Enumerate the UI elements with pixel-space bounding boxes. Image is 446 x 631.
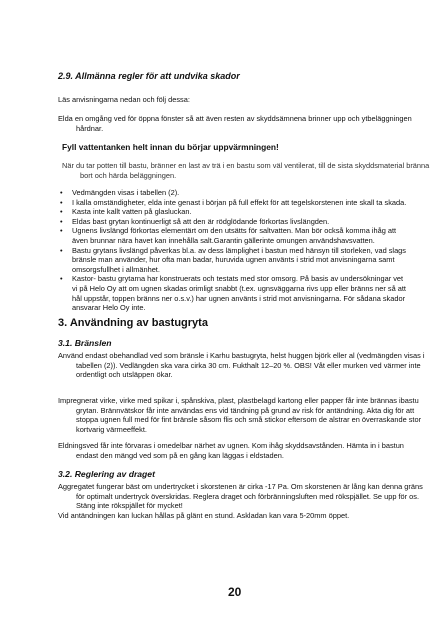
rule-item: • Eldas bast grytan kontinuerligt så att den är rödglödande förkortas livslängden. bbox=[58, 217, 410, 227]
rule-item: • Ugnens livslängd förkortas elementärt om den utsätts för saltvatten. Man bör också komma ihåg att även brunnar nära havet kan innehålla salt.Garantin gällerinte omungen användshavsvatten. bbox=[58, 226, 410, 245]
rule-item: • Kastor- bastu grytarna har konstruerats och testats med stor omsorg. På basis av undersökningar vet vi på Helo Oy att om ugnen skadas orimligt snabbt (t.ex. ugnsväggarna rivs upp eller bränns ner så att hål uppstår, toppen bränns ner o.s.v.) har ugnen använts i strid mot anvisningarna. För sådana skador ansvarar Helo Oy inte. bbox=[58, 274, 410, 312]
section-3-1-heading: 3.1. Bränslen bbox=[58, 338, 112, 348]
rule-item: • Bastu grytans livslängd påverkas bl.a. av dess lämplighet i bastun med hänsyn till storleken, vad slags bränsle man använder, hur ofta man badar, huruvida ugnen använts i strid mot anvisningarna samt omsorgsfullhet i allmänhet. bbox=[58, 246, 410, 275]
rules-list bbox=[58, 188, 410, 313]
section-2-9-heading: 2.9. Allmänna regler för att undvika skador bbox=[58, 71, 240, 81]
warning-heading: Fyll vattentanken helt innan du börjar uppvärmningen! bbox=[62, 142, 279, 152]
fuel-paragraph-2: Impregnerat virke, virke med spikar i, spånskiva, plast, plastbelagd kartong eller papper får inte brännas ibastu grytan. Brännvätskor får inte användas ens vid tändning på grund av risk för antändning. Akta dig för att stoppa ugnen full med för fint bränsle såsom flis och små stickor eftersom de alstrar en överraskande stor kortvarig värmeeffekt. bbox=[58, 396, 422, 434]
page-number: 20 bbox=[228, 585, 242, 599]
section-3-heading: 3. Användning av bastugryta bbox=[58, 317, 208, 329]
elda-paragraph: Elda en omgång ved för öppna fönster så att även resten av skyddsämnena brinner upp och ytbeläggningen hårdnar. bbox=[58, 114, 412, 133]
rule-item: • Kasta inte kallt vatten på glasluckan. bbox=[58, 207, 410, 217]
rule-item: • I kalla omständigheter, elda inte genast i början på full effekt för att tegelskorstenen inte skall ta skada. bbox=[58, 198, 410, 208]
rule-item: • Vedmängden visas i tabellen (2). bbox=[58, 188, 410, 198]
draft-paragraph-2: Vid antändningen kan luckan hållas på glänt en stund. Askladan kan vara 5-20mm öppet. bbox=[58, 511, 350, 520]
draft-paragraph-1: Aggregatet fungerar bäst om undertrycket i skorstenen är cirka -17 Pa. Om skorstenen är lång kan denna gräns för optimalt undertryck överskridas. Reglera draget och förbränningsluften med rökspjället. Se upp för os. Stäng inte rökspjället för mycket! bbox=[58, 482, 423, 511]
fuel-paragraph-1: Använd endast obehandlad ved som bränsle i Karhu bastugryta, helst huggen björk eller al (vedmängden visas i tabellen (2)). Vedlängden ska vara cirka 30 cm. Fukthalt 12–20 %. OBS! Våt eller murken ved värmer inte ordentligt och utsläppen ökar. bbox=[58, 351, 425, 380]
warning-text: När du tar potten till bastu, bränner en last av trä i en bastu som väl ventilerat, till de sista skyddsmaterial bränna bort och härda beläggningen. bbox=[62, 161, 430, 180]
intro-text: Läs anvisningarna nedan och följ dessa: bbox=[58, 95, 190, 104]
section-3-2-heading: 3.2. Reglering av draget bbox=[58, 469, 155, 479]
fuel-paragraph-3: Eldningsved får inte förvaras i omedelbar närhet av ugnen. Kom ihåg skyddsavstånden. Hämta in i bastun endast den mängd ved som på en gång kan läggas i eldstaden. bbox=[58, 441, 404, 460]
